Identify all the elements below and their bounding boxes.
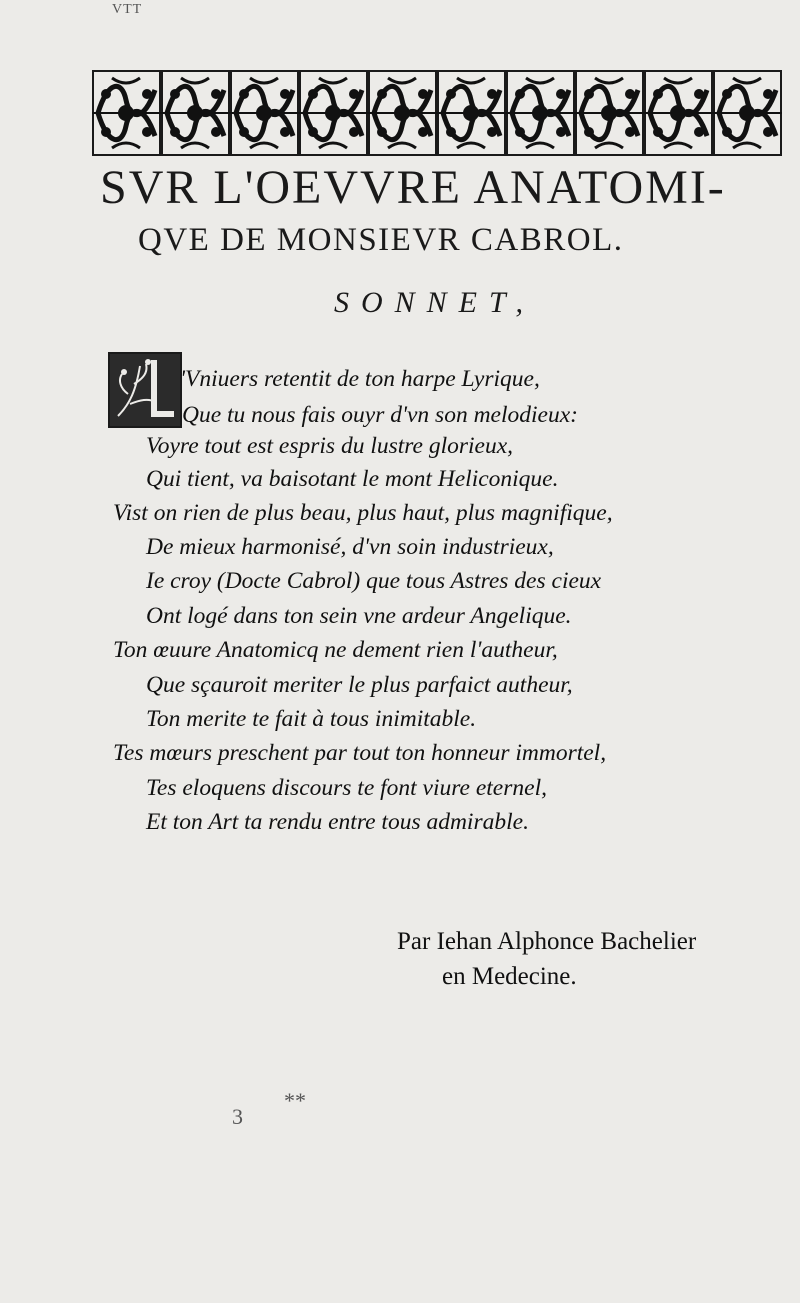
signature-mark-number: 3 — [232, 1104, 243, 1129]
poem-line: De mieux harmonisé, d'vn soin industrieux, — [146, 534, 554, 560]
poem-line: Que tu nous fais ouyr d'vn son melodieux: — [182, 402, 578, 428]
poem-line: Qui tient, va baisotant le mont Heliconique. — [146, 466, 559, 492]
poem-line: Et ton Art ta rendu entre tous admirable. — [146, 809, 529, 835]
poem-line: Ton merite te fait à tous inimitable. — [146, 706, 477, 732]
poem-line: Que sçauroit meriter le plus parfaict autheur, — [146, 672, 573, 698]
decorated-initial-l-icon — [108, 352, 182, 428]
signature-mark-stars: ** — [284, 1088, 306, 1113]
poem-line: Ie croy (Docte Cabrol) que tous Astres des cieux — [146, 568, 602, 594]
poem-line: Vist on rien de plus beau, plus haut, plus magnifique, — [113, 500, 613, 526]
poem-line: Voyre tout est espris du lustre glorieux, — [146, 433, 514, 459]
poem-line: Ton œuure Anatomicq ne dement rien l'autheur, — [113, 637, 558, 663]
signature-line-2: en Medecine. — [442, 963, 577, 990]
bleed-through-text — [226, 262, 232, 288]
ornamental-headpiece — [92, 70, 782, 156]
corner-mark: VTT — [112, 2, 143, 17]
poem-line: Tes mœurs preschent par tout ton honneur immortel, — [113, 740, 607, 766]
poem-line: 'Vniuers retentit de ton harpe Lyrique, — [180, 366, 540, 392]
poem-line: Tes eloquens discours te font viure eternel, — [146, 775, 547, 801]
signature-line-1: Par Iehan Alphonce Bachelier — [397, 928, 697, 955]
title-line-2: QVE DE MONSIEVR CABROL. — [138, 222, 624, 258]
poem-line: Ont logé dans ton sein vne ardeur Angelique. — [146, 603, 572, 629]
title-line-1: SVR L'OEVVRE ANATOMI- — [100, 161, 726, 214]
sonnet-heading: SONNET, — [334, 286, 535, 319]
